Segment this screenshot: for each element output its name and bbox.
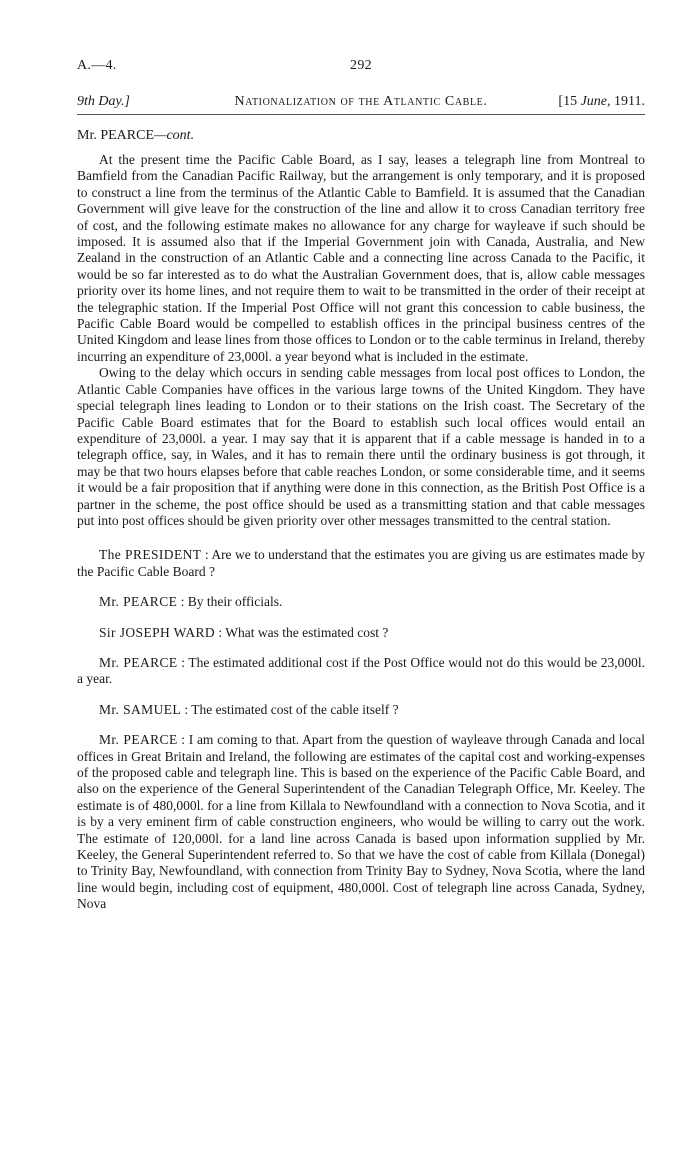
paragraph-3 (77, 547, 645, 580)
header-date-suffix: , 1911. (607, 94, 645, 109)
speaker-cont: —cont. (154, 128, 195, 143)
paragraph-1 (77, 152, 645, 365)
paragraph-speaker: The PRESIDENT (99, 547, 202, 563)
header-day: 9th Day.] (77, 94, 130, 109)
page-number: 292 (350, 58, 372, 73)
paragraph-speaker: Mr. SAMUEL (99, 701, 182, 717)
paragraph-text: : The estimated cost of the cable itself ? (184, 701, 399, 717)
paragraph-5 (77, 625, 645, 641)
paragraph-text: : I am coming to that. Apart from the question of wayleave through Canada and local offices in Great Britain and Ireland, the following are estimates of the capital cost and working-expenses of the proposed cable and telegraph line. This is based on the experience of the Pacific Cable Board, and also on the experience of the General Superintendent of the Canadian Telegraph Office, Mr. Keeley. The estimate is of 480,000l. for a line from Killala to Newfoundland with a connection to Nova Scotia, and it is by a very eminent firm of cable construction engineers, who would be willing to carry out the work. The estimate of 120,000l. for a land line across Canada is based upon information supplied by Mr. Keeley, the General Superintendent referred to. So that we have the cost of cable from Killala (Donegal) to Trinity Bay, Newfoundland, with connection from Trinity Bay to Sydney, Nova Scotia, where the land line would begin, including cost of equipment, 480,000l. Cost of telegraph line across Canada, Sydney, Nova (77, 732, 646, 912)
paragraph-text: : By their officials. (180, 594, 283, 610)
header-date-prefix: [15 (558, 94, 581, 109)
document-page (77, 58, 645, 913)
header-date (558, 94, 645, 110)
paragraph-2 (77, 365, 645, 529)
paragraph-text: : The estimated additional cost if the Post Office would not do this would be 23,000l. a year. (77, 654, 645, 687)
running-header (77, 94, 645, 115)
paragraph-8 (77, 732, 645, 912)
paragraph-text: At the present time the Pacific Cable Board, as I say, leases a telegraph line from Montreal to Bamfield from the Canadian Pacific Railway, but the arrangement is only temporary, and it is proposed to construct a line from the terminus of the Atlantic Cable to Bamfield. It is assumed that the Canadian Government will give leave for the construction of the line and allow it to cross Canadian territory free of cost, and the following estimate makes no allowance for any charge for wayleave if such should be imposed. It is assumed also that if the Imperial Government join with Canada, Australia, and New Zealand in the construction of an Atlantic Cable and a connecting line across Canada to the Pacific, it would be so far interested as to do what the Australian Government does, that is, allow cable messages priority over its home lines, and not require them to wait to be transmitted in the order of their receipt at the telegraphic station. If the Imperial Post Office will not grant this concession to cable business, the Pacific Cable Board would be compelled to establish offices in the principal business centres of the United Kingdom and lease lines from those offices to London or to the cable terminus in Ireland, thereby incurring an expenditure of 23,000l. a year beyond what is included in the estimate. (77, 152, 645, 364)
paragraph-speaker: Mr. PEARCE (99, 732, 178, 748)
header-title: Nationalization of the Atlantic Cable. (234, 94, 488, 109)
document-reference: A.—4. (77, 58, 117, 73)
page-top-line (77, 58, 645, 80)
paragraph-text: Owing to the delay which occurs in sending cable messages from local post offices to London, the Atlantic Cable Companies have offices in the various large towns of the United Kingdom. They have special telegraph lines leading to London or to their stations on the Irish coast. The Secretary of the Pacific Cable Board estimates that for the Board to establish such local offices would entail an expenditure of 23,000l. a year. I may say that it is apparent that if a cable message is handed in to a telegraph office, say, in Wales, and it has to remain there until the ordinary business is got through, it may be that two hours elapses before that cable reaches London, or some considerable time, and it seems it would be a fair proposition that if anything were done in this connection, as the British Post Office is a partner in the scheme, the post office should be used as a transmitting station and that cable messages put into post offices should be given priority over other messages transmitted to the central station. (77, 365, 645, 528)
paragraph-speaker: Mr. PEARCE (99, 654, 178, 670)
paragraph-speaker: Sir JOSEPH WARD (99, 624, 216, 640)
paragraph-4 (77, 594, 645, 610)
paragraph-speaker: Mr. PEARCE (99, 594, 178, 610)
paragraph-7 (77, 702, 645, 718)
paragraph-text: : What was the estimated cost ? (218, 624, 389, 640)
paragraph-text: : Are we to understand that the estimates you are giving us are estimates made by the Pacific Cable Board ? (77, 547, 645, 579)
speaker-continuation (77, 127, 645, 144)
header-date-month: June (580, 94, 608, 109)
speaker-name: Mr. PEARCE (77, 128, 155, 143)
paragraph-6 (77, 655, 645, 688)
